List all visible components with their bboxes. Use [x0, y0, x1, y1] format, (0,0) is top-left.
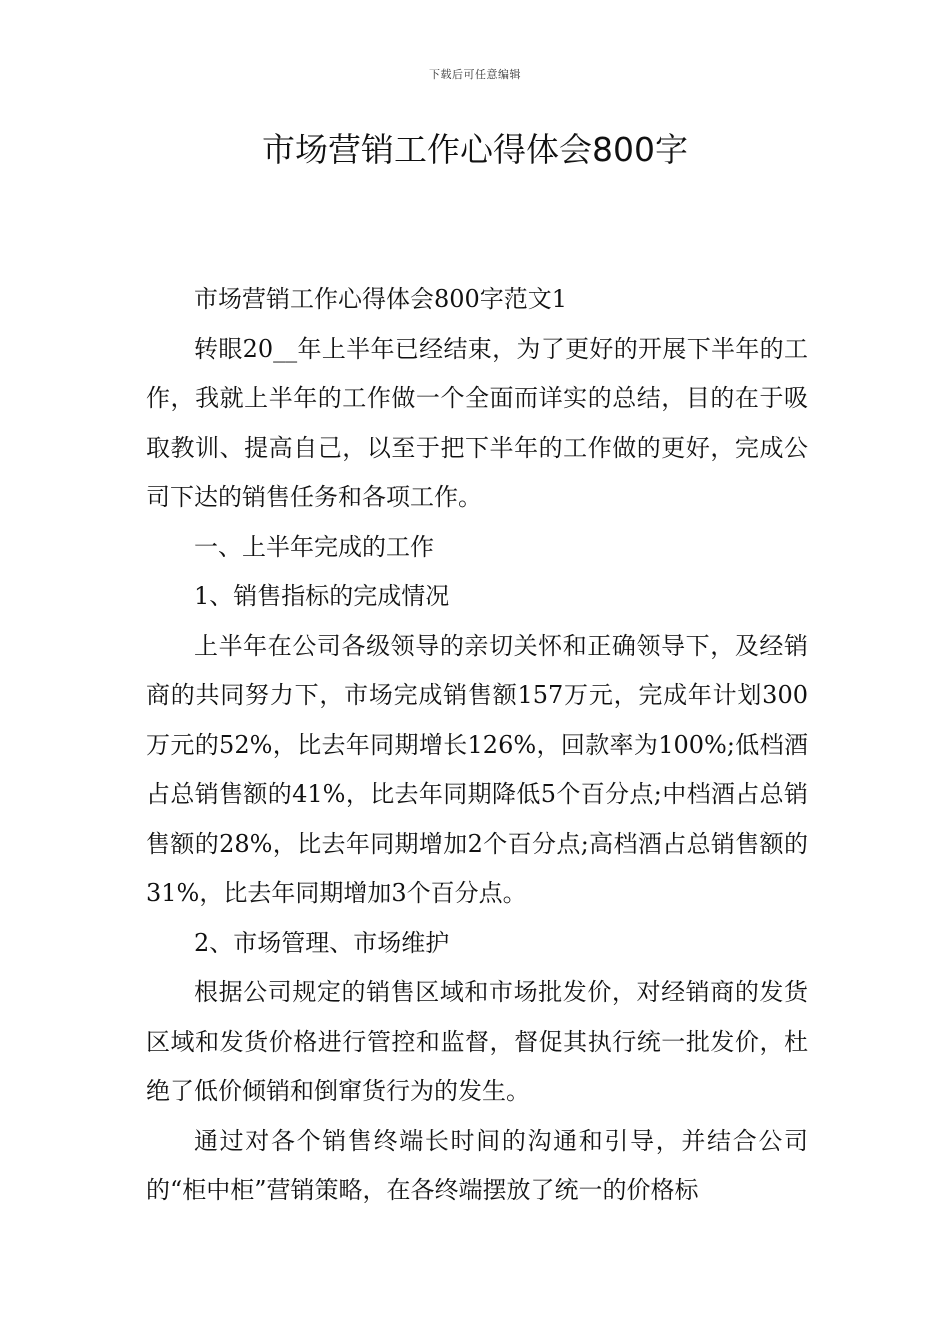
page-header-note: 下载后可任意编辑 — [429, 68, 521, 81]
document-body — [146, 275, 808, 1216]
paragraph-terminal-guidance: 通过对各个销售终端长时间的沟通和引导，并结合公司的“柜中柜”营销策略，在各终端摆放了统一的价格标 — [146, 1126, 808, 1204]
subsection-heading: 2、市场管理、市场维护 — [194, 928, 450, 957]
document-title: 市场营销工作心得体会800字 — [262, 130, 688, 169]
paragraph-intro: 转眼20__年上半年已经结束，为了更好的开展下半年的工作，我就上半年的工作做一个全面而详实的总结，目的在于吸取教训、提高自己，以至于把下半年的工作做的更好，完成公司下达的销售任务和各项工作。 — [146, 334, 808, 511]
paragraph-subtitle: 市场营销工作心得体会800字范文1 — [194, 285, 568, 313]
subsection-heading: 1、销售指标的完成情况 — [194, 582, 450, 610]
paragraph-sales-figures: 上半年在公司各级领导的亲切关怀和正确领导下，及经销商的共同努力下，市场完成销售额157万元，完成年计划300万元的52%，比去年同期增长126%，回款率为100%;低档酒占总销售额的41%，比去年同期降低5个百分点;中档酒占总销售额的28%，比去年同期增加2个百分点;高档酒占总销售额的31%，比去年同期增加3个百分点。 — [146, 631, 808, 907]
section-heading: 一、上半年完成的工作 — [194, 532, 434, 561]
paragraph-market-control: 根据公司规定的销售区域和市场批发价，对经销商的发货区域和发货价格进行管控和监督，督促其执行统一批发价，杜绝了低价倾销和倒窜货行为的发生。 — [146, 978, 808, 1105]
